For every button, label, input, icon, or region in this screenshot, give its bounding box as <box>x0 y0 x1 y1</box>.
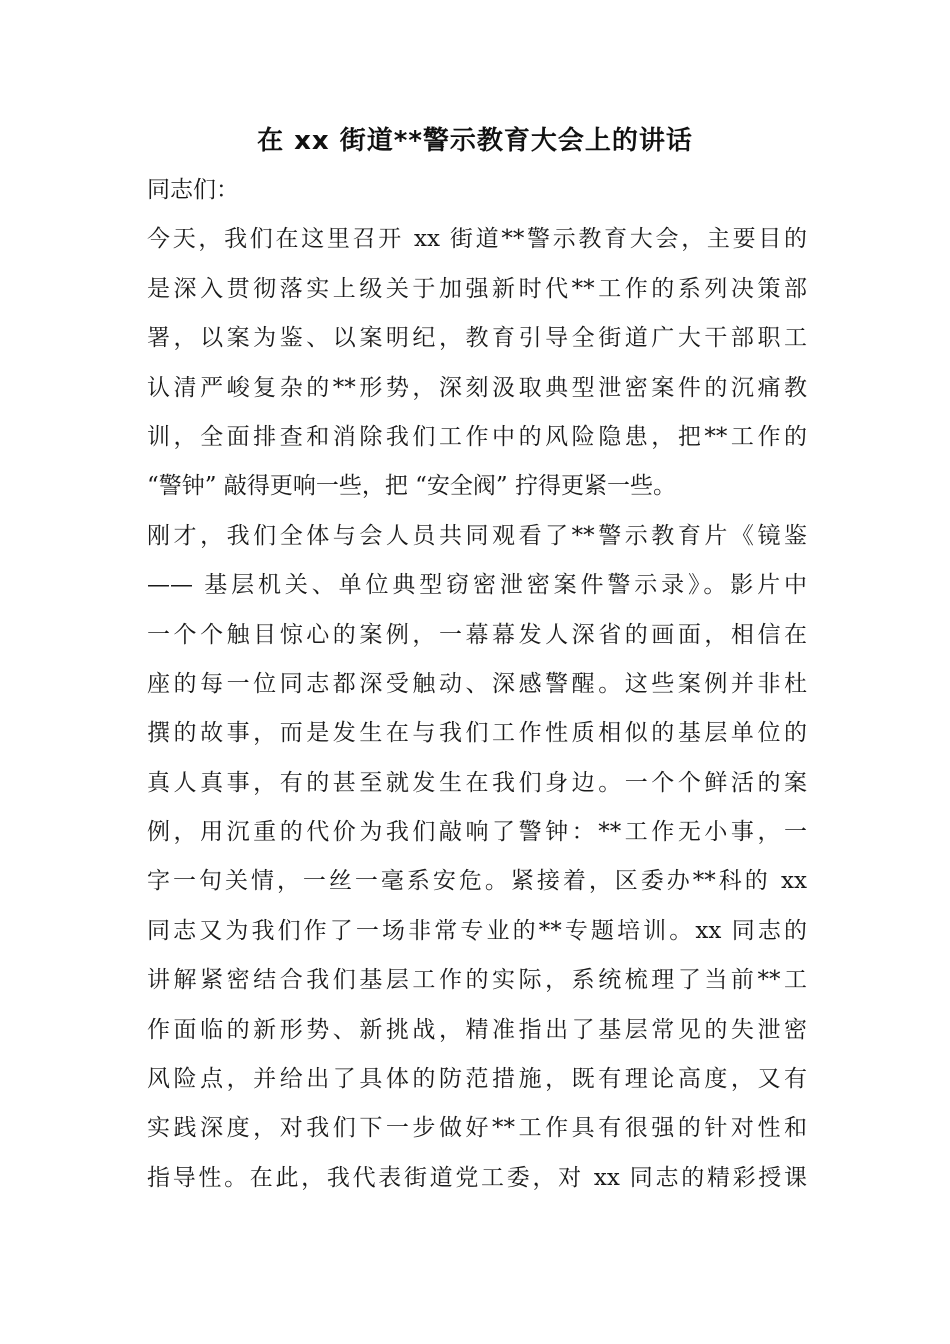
text-line: “警钟” 敲得更响一些，把 “安全阀” 拧得更紧一些。 <box>147 473 676 500</box>
text-line: 同志又为我们作了一场非常专业的**专题培训。xx 同志的 <box>147 917 807 944</box>
text-line: 实践深度，对我们下一步做好**工作具有很强的针对性和 <box>147 1115 807 1142</box>
text-line: 风险点，并给出了具体的防范措施，既有理论高度，又有 <box>147 1066 807 1093</box>
text-line: —— 基层机关、单位典型窃密泄密案件警示录》。影片中 <box>147 572 807 599</box>
text-line: 座的每一位同志都深受触动、深感警醒。这些案例并非杜 <box>147 670 807 697</box>
text-line: 是深入贯彻落实上级关于加强新时代**工作的系列决策部 <box>147 275 807 302</box>
text-line: 同志们： <box>147 177 239 203</box>
text-line: 今天，我们在这里召开 xx 街道**警示教育大会，主要目的 <box>147 226 807 253</box>
text-line: 撰的故事，而是发生在与我们工作性质相似的基层单位的 <box>147 720 807 747</box>
text-line: 训，全面排查和消除我们工作中的风险隐患，把**工作的 <box>147 423 807 450</box>
body-text <box>147 166 807 1203</box>
text-line: 认清严峻复杂的**形势，深刻汲取典型泄密案件的沉痛教 <box>147 374 807 401</box>
text-line: 署，以案为鉴、以案明纪，教育引导全街道广大干部职工 <box>147 325 807 352</box>
text-line: 真人真事，有的甚至就发生在我们身边。一个个鲜活的案 <box>147 769 807 796</box>
text-line: 例，用沉重的代价为我们敲响了警钟：**工作无小事，一 <box>147 819 807 846</box>
text-line: 一个个触目惊心的案例，一幕幕发人深省的画面，相信在 <box>147 621 807 648</box>
page-title: 在 xx 街道**警示教育大会上的讲话 <box>257 126 693 156</box>
text-line: 指导性。在此，我代表街道党工委，对 xx 同志的精彩授课 <box>147 1164 807 1191</box>
text-line: 刚才，我们全体与会人员共同观看了**警示教育片《镜鉴 <box>147 522 807 549</box>
text-line: 讲解紧密结合我们基层工作的实际，系统梳理了当前**工 <box>147 967 807 994</box>
text-line: 字一句关情，一丝一毫系安危。紧接着，区委办**科的 xx <box>147 868 807 895</box>
text-line: 作面临的新形势、新挑战，精准指出了基层常见的失泄密 <box>147 1016 807 1043</box>
